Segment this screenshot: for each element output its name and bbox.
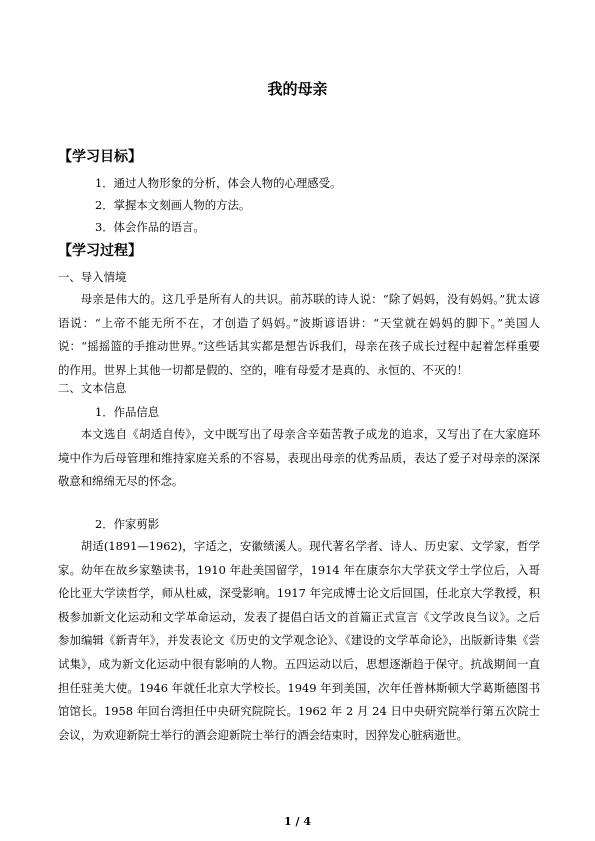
goal-item-2: 2．掌握本文刻画人物的方法。 [95, 198, 251, 212]
subsection-2-paragraph [58, 535, 540, 747]
goal-item-1: 1．通过人物形象的分析，体会人物的心理感受。 [95, 176, 342, 190]
section-1-paragraph [58, 288, 540, 382]
author-bio-paragraph: 胡适(1891—1962)，字适之，安徽绩溪人。现代著名学者、诗人、历史家、文学家，哲学家。幼年在故乡家塾读书，1910 年赴美国留学，1914 年在康奈尔大学获文学士学位后，入哥伦比亚大学读哲学，师从杜威，深受影响。1917 年完成博士论文后回国，任北京大学教授，积极参加新文化运动和文学革命运动，发表了提倡白话文的首篇正式宣言《文学改良刍议》。之后参加编辑《新青年》，并发表论文《历史的文学观念论》、《建设的文学革命论》，出版新诗集《尝试集》，成为新文化运动中很有影响的人物。五四运动以后，思想逐渐趋于保守。抗战期间一直担任驻美大使。1946 年就任北京大学校长。1949 年到美国，次年任普林斯顿大学葛斯德图书馆馆长。1958 年回台湾担任中央研究院院长。1962 年 2 月 24 日中央研究院举行第五次院士会议，为欢迎新院士举行的酒会迎新院士举行的酒会结束时，因猝发心脏病逝世。 [58, 539, 540, 742]
subsection-1-paragraph [58, 423, 540, 494]
subsection-1-heading: 1．作品信息 [95, 405, 160, 419]
intro-paragraph: 母亲是伟大的。这几乎是所有人的共识。前苏联的诗人说：“除了妈妈，没有妈妈。”犹太谚语说：“上帝不能无所不在，才创造了妈妈。”波斯谚语讲：“天堂就在妈妈的脚下。”美国人说：“摇摇篮的手推动世界。”这些话其实都是想告诉我们，母亲在孩子成长过程中起着怎样重要的作用。世界上其他一切都是假的、空的，唯有母爱才是真的、永恒的、不灭的！ [58, 292, 540, 377]
goal-item-3: 3．体会作品的语言。 [95, 220, 205, 234]
process-heading: 【学习过程】 [58, 243, 142, 259]
section-1-heading: 一、导入情境 [58, 270, 127, 284]
section-2-heading: 二、文本信息 [58, 381, 127, 395]
goals-heading: 【学习目标】 [58, 149, 142, 165]
work-info-paragraph: 本文选自《胡适自传》，文中既写出了母亲含辛茹苦教子成龙的追求，又写出了在大家庭环境中作为后母管理和维持家庭关系的不容易，表现出母亲的优秀品质，表达了爱子对母亲的深深敬意和绵绵无尽的怀念。 [58, 427, 540, 489]
page-title: 我的母亲 [267, 80, 328, 98]
page-number: 1 / 4 [284, 815, 311, 828]
subsection-2-heading: 2．作家剪影 [95, 517, 160, 531]
